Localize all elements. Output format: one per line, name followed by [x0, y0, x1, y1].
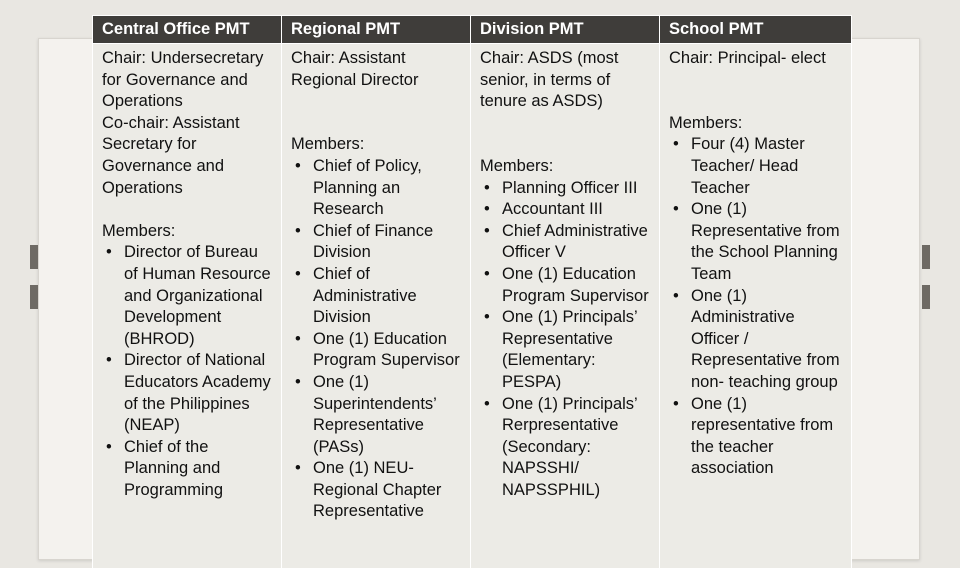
slide-edge-tab — [30, 285, 38, 309]
central-chair: Chair: Undersecretary for Governance and Operations — [102, 48, 275, 113]
regional-member: • Chief of Finance Division — [291, 221, 464, 264]
school-member: • One (1) representative from the teacher association — [669, 394, 845, 480]
school-members-label: Members: — [669, 113, 845, 135]
header-regional: Regional PMT — [282, 16, 471, 44]
central-member: • Director of Bureau of Human Resource and Organizational Development (BHROD) — [102, 242, 275, 350]
division-member: • One (1) Principals’ Rerpresentative (Secondary: NAPSSHI/ NAPSSPHIL) — [480, 394, 653, 502]
central-cochair: Co-chair: Assistant Secretary for Governance and Operations — [102, 113, 275, 199]
regional-members-label: Members: — [291, 134, 464, 156]
regional-member: • Chief of Policy, Planning an Research — [291, 156, 464, 221]
division-members-list — [480, 178, 653, 502]
header-central-office: Central Office PMT — [93, 16, 282, 44]
header-school: School PMT — [660, 16, 852, 44]
regional-chair: Chair: Assistant Regional Director — [291, 48, 464, 91]
slide-edge-tab — [922, 245, 930, 269]
regional-member: • One (1) NEU-Regional Chapter Representative — [291, 458, 464, 523]
school-chair: Chair: Principal- elect — [669, 48, 845, 70]
division-member: • Accountant III — [480, 199, 653, 221]
division-member: • One (1) Principals’ Representative (Elementary: PESPA) — [480, 307, 653, 393]
central-members-label: Members: — [102, 221, 275, 243]
division-member: • Planning Officer III — [480, 178, 653, 200]
school-member: • Four (4) Master Teacher/ Head Teacher — [669, 134, 845, 199]
regional-cell — [282, 44, 471, 568]
regional-member: • One (1) Superintendents’ Representative (PASs) — [291, 372, 464, 458]
school-members-list — [669, 134, 845, 480]
slide-edge-tab — [922, 285, 930, 309]
division-members-label: Members: — [480, 156, 653, 178]
regional-member: • Chief of Administrative Division — [291, 264, 464, 329]
central-members-list — [102, 242, 275, 501]
header-division: Division PMT — [471, 16, 660, 44]
regional-members-list — [291, 156, 464, 523]
regional-member: • One (1) Education Program Supervisor — [291, 329, 464, 372]
central-member: • Chief of the Planning and Programming — [102, 437, 275, 502]
division-chair: Chair: ASDS (most senior, in terms of tenure as ASDS) — [480, 48, 653, 113]
pmt-table — [92, 15, 852, 568]
central-member: • Director of National Educators Academy of the Philippines (NEAP) — [102, 350, 275, 436]
header-row — [93, 16, 852, 44]
division-member: • Chief Administrative Officer V — [480, 221, 653, 264]
body-row — [93, 44, 852, 568]
school-cell — [660, 44, 852, 568]
central-office-cell — [93, 44, 282, 568]
slide-edge-tab — [30, 245, 38, 269]
school-member: • One (1) Representative from the School Planning Team — [669, 199, 845, 285]
division-cell — [471, 44, 660, 568]
division-member: • One (1) Education Program Supervisor — [480, 264, 653, 307]
school-member: • One (1) Administrative Officer / Representative from non- teaching group — [669, 286, 845, 394]
